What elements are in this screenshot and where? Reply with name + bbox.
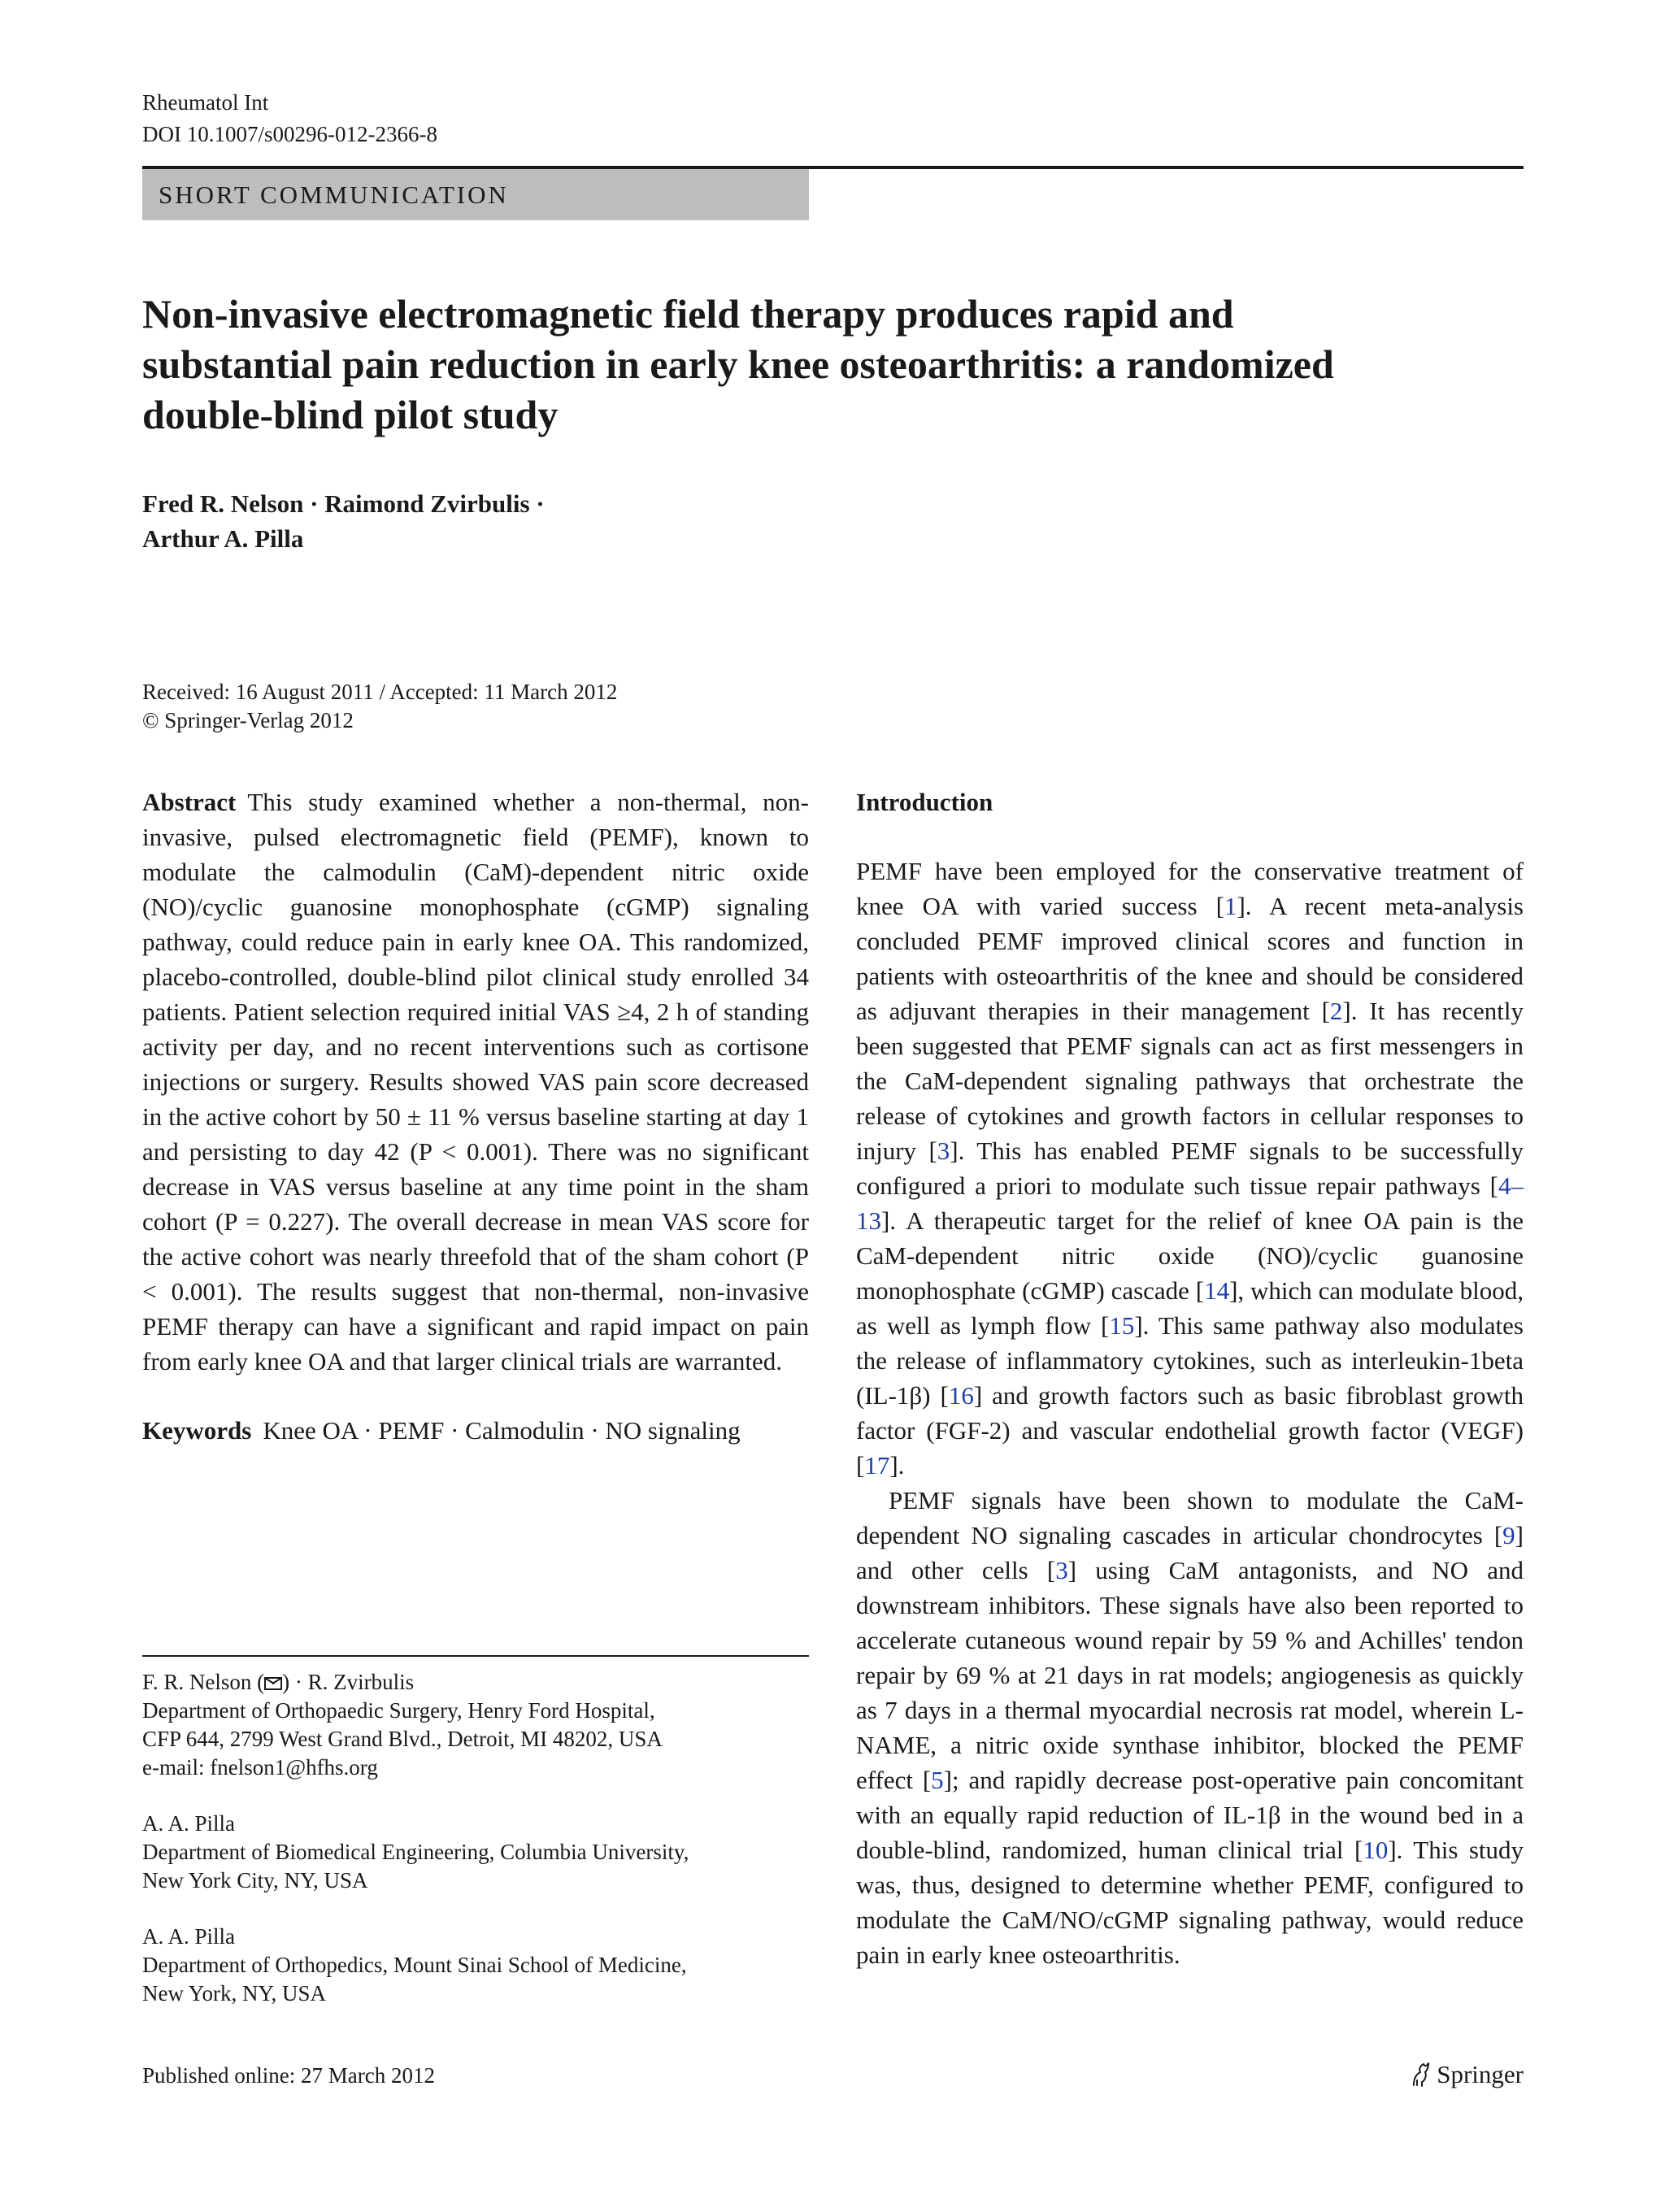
text-run: ]. This has enabled PEMF signals to be successfully configured a priori to modulate such tissue repair pathways [ bbox=[856, 1136, 1524, 1200]
text-run: ] and growth factors such as basic fibroblast growth factor (FGF-2) and vascular endothelial growth factor (VEGF) [ bbox=[856, 1381, 1524, 1480]
citation-link[interactable]: 17 bbox=[864, 1451, 890, 1480]
text-run: ]. A recent meta-analysis concluded PEMF improved clinical scores and function in patients with osteoarthritis of the knee and should be considered as adjuvant therapies in their management [ bbox=[856, 892, 1524, 1025]
publisher-mark bbox=[1409, 2058, 1524, 2091]
keywords-text: Knee OA · PEMF · Calmodulin · NO signaling bbox=[263, 1416, 741, 1445]
affiliation-name-part: ) · R. Zvirbulis bbox=[282, 1670, 415, 1694]
authors-line-2: Arthur A. Pilla bbox=[142, 524, 304, 553]
affiliation-line: New York, NY, USA bbox=[142, 1981, 327, 2006]
authors-line-1: Fred R. Nelson · Raimond Zvirbulis · bbox=[142, 489, 545, 518]
text-run: ], which can modulate blood, as well as lymph flow [ bbox=[856, 1276, 1524, 1340]
citation-link[interactable]: 15 bbox=[1109, 1311, 1135, 1340]
right-column bbox=[856, 784, 1524, 1972]
citation-link[interactable]: 3 bbox=[1055, 1556, 1068, 1584]
author-list bbox=[142, 486, 874, 556]
text-run: ] using CaM antagonists, and NO and downstream inhibitors. These signals have also been reported to accelerate cutaneous wound repair by 59 % and Achilles' tendon repair by 69 % at 21 days in rat models; angiogenesis as quickly as 7 days in a thermal myocardial necrosis rat model, wherein L-NAME, a nitric oxide synthase inhibitor, blocked the PEMF effect [ bbox=[856, 1556, 1524, 1794]
abstract bbox=[142, 784, 809, 1379]
affiliation-line: Department of Biomedical Engineering, Columbia University, bbox=[142, 1840, 689, 1864]
email-link[interactable]: e-mail: fnelson1@hfhs.org bbox=[142, 1755, 378, 1780]
affiliation-names: A. A. Pilla bbox=[142, 1924, 236, 1949]
citation-link[interactable]: 2 bbox=[1329, 997, 1343, 1025]
article-title: Non-invasive electromagnetic field therapy produces rapid and substantial pain reduction in early knee osteoarthritis: a randomized double-blind pilot study bbox=[142, 291, 1334, 437]
affiliation-3 bbox=[142, 1923, 809, 2008]
affiliation-line: CFP 644, 2799 West Grand Blvd., Detroit, MI 48202, USA bbox=[142, 1727, 663, 1751]
text-run: PEMF have been employed for the conservative treatment of knee OA with varied success [ bbox=[856, 857, 1524, 920]
text-run: PEMF signals have been shown to modulate the CaM-dependent NO signaling cascades in articular chondrocytes [ bbox=[856, 1486, 1524, 1549]
left-column bbox=[142, 784, 809, 1448]
text-run: ]. This same pathway also modulates the release of inflammatory cytokines, such as interleukin-1beta (IL-1β) [ bbox=[856, 1311, 1524, 1410]
citation-link[interactable]: 5 bbox=[931, 1766, 944, 1794]
text-run: ]. It has recently been suggested that PEMF signals can act as first messengers in the CaM-dependent signaling pathways that orchestrate the release of cytokines and growth factors in cellular responses to injury [ bbox=[856, 997, 1524, 1165]
citation-link[interactable]: 9 bbox=[1502, 1521, 1515, 1549]
intro-paragraph-2 bbox=[856, 1483, 1524, 1972]
received-accepted: Received: 16 August 2011 / Accepted: 11 March 2012 bbox=[142, 680, 618, 704]
affiliation-name-part: F. R. Nelson ( bbox=[142, 1670, 265, 1694]
citation-link[interactable]: 14 bbox=[1204, 1276, 1230, 1305]
citation-link[interactable]: 10 bbox=[1363, 1836, 1389, 1864]
published-online: Published online: 27 March 2012 bbox=[142, 2063, 435, 2088]
text-run: ]. A therapeutic target for the relief of knee OA pain is the CaM-dependent nitric oxide (NO)/cyclic guanosine monophosphate (cGMP) cascade [ bbox=[856, 1206, 1524, 1305]
keywords-label: Keywords bbox=[142, 1416, 252, 1445]
envelope-icon bbox=[264, 1677, 282, 1690]
affiliations bbox=[142, 1668, 809, 2036]
affiliation-line: Department of Orthopaedic Surgery, Henry Ford Hospital, bbox=[142, 1698, 655, 1723]
springer-horse-icon bbox=[1409, 2061, 1432, 2088]
copyright: © Springer-Verlag 2012 bbox=[142, 708, 354, 732]
doi: DOI 10.1007/s00296-012-2366-8 bbox=[142, 122, 437, 146]
affiliation-line: Department of Orthopedics, Mount Sinai School of Medicine, bbox=[142, 1953, 687, 1977]
keywords bbox=[142, 1413, 809, 1448]
affiliation-names bbox=[142, 1668, 809, 1697]
text-run: ]. bbox=[889, 1451, 905, 1480]
section-label: SHORT COMMUNICATION bbox=[142, 169, 809, 220]
text-run: ] and other cells [ bbox=[856, 1521, 1524, 1584]
affiliation-names: A. A. Pilla bbox=[142, 1811, 236, 1836]
citation-link[interactable]: 16 bbox=[948, 1381, 974, 1410]
affiliation-1 bbox=[142, 1668, 809, 1782]
text-run: ]. This study was, thus, designed to determine whether PEMF, configured to modulate the CaM/NO/cGMP signaling pathway, would reduce pain in early knee osteoarthritis. bbox=[856, 1836, 1524, 1969]
journal-header bbox=[142, 87, 437, 150]
citation-link[interactable]: 4–13 bbox=[856, 1171, 1524, 1235]
abstract-label: Abstract bbox=[142, 788, 237, 816]
affiliation-line: New York City, NY, USA bbox=[142, 1868, 368, 1893]
citation-link[interactable]: 3 bbox=[937, 1136, 950, 1165]
introduction-heading: Introduction bbox=[856, 788, 993, 816]
abstract-text: This study examined whether a non-thermal, non-invasive, pulsed electromagnetic field (PEMF), known to modulate the calmodulin (CaM)-dependent nitric oxide (NO)/cyclic guanosine monophosphate (cGMP) signaling pathway, could reduce pain in early knee OA. This randomized, placebo-controlled, double-blind pilot clinical study enrolled 34 patients. Patient selection required initial VAS ≥4, 2 h of standing activity per day, and no recent interventions such as cortisone injections or surgery. Results showed VAS pain score decreased in the active cohort by 50 ± 11 % versus baseline starting at day 1 and persisting to day 42 (P < 0.001). There was no significant decrease in VAS versus baseline at any time point in the sham cohort (P = 0.227). The overall decrease in mean VAS score for the active cohort was nearly threefold that of the sham cohort (P < 0.001). The results suggest that non-thermal, non-invasive PEMF therapy can have a significant and rapid impact on pain from early knee OA and that larger clinical trials are warranted. bbox=[142, 788, 809, 1375]
text-run: ]; and rapidly decrease post-operative pain concomitant with an equally rapid reduction of IL-1β in the wound bed in a double-blind, randomized, human clinical trial [ bbox=[856, 1766, 1524, 1864]
footnote-rule bbox=[142, 1655, 809, 1657]
publisher-name: Springer bbox=[1437, 2060, 1524, 2088]
article-dates bbox=[142, 678, 617, 735]
affiliation-2 bbox=[142, 1810, 809, 1895]
citation-link[interactable]: 1 bbox=[1224, 892, 1237, 920]
journal-name: Rheumatol Int bbox=[142, 90, 269, 115]
intro-paragraph-1 bbox=[856, 854, 1524, 1483]
